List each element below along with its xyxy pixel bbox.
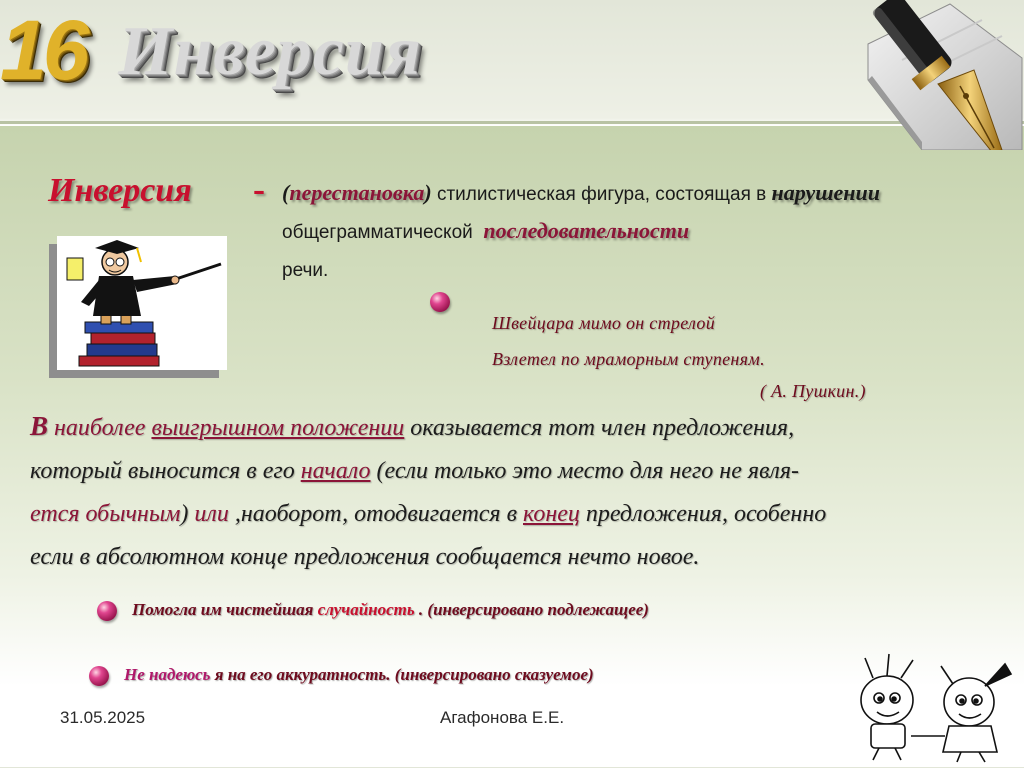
paragraph-part: или: [194, 501, 229, 527]
children-illustration: [845, 648, 1020, 763]
open-paren: (: [282, 180, 290, 205]
example-note: (инверсировано сказуемое): [394, 665, 594, 684]
definition-key-2: последовательности: [483, 218, 690, 243]
paragraph-part: если в абсолютном конце предложения сообщается нечто новое.: [30, 544, 700, 570]
definition-text-3: речи.: [282, 260, 329, 281]
definition-term: Инверсия: [48, 172, 192, 209]
paragraph-part: ется обычным: [30, 501, 181, 527]
example-note: . (инверсировано подлежащее): [418, 600, 649, 619]
paragraph-part: (если только это место для него не явля-: [376, 458, 800, 484]
paragraph-highlight-start: начало: [300, 458, 371, 484]
example-highlight: случайность: [317, 600, 415, 619]
translation-word: перестановка: [289, 180, 425, 205]
definition-dash: -: [253, 169, 265, 209]
poem-line-2: Взлетел по мраморным ступеням.: [492, 349, 765, 369]
paragraph-part: ): [180, 501, 189, 527]
paragraph-highlight-position: выигрышном положении: [151, 415, 405, 441]
example-subject: [132, 600, 649, 620]
slide-title: Инверсия: [118, 13, 422, 90]
paragraph-part: который выносится в его: [30, 458, 295, 484]
bullet-icon: [89, 666, 109, 686]
poem-author: ( А. Пушкин.): [760, 381, 866, 401]
paragraph-highlight-end: конец: [523, 501, 580, 527]
footer-date: 31.05.2025: [60, 708, 146, 727]
definition-text-2: общеграмматической: [282, 222, 473, 243]
teacher-illustration: [57, 236, 227, 370]
example-predicate: [124, 665, 594, 685]
example-text: Помогла им чистейшая: [132, 600, 314, 619]
explanation-paragraph: [30, 405, 1015, 579]
poem-line-1: Швейцара мимо он стрелой: [492, 313, 715, 333]
paragraph-initial: В: [30, 411, 49, 441]
footer-author: Агафонова Е.Е.: [440, 708, 565, 727]
slide-number: 16: [0, 3, 86, 97]
paragraph-part: наиболее: [54, 415, 146, 441]
bullet-icon: [430, 292, 450, 312]
definition-text: [282, 176, 1002, 290]
example-highlight: Не надеюсь: [124, 665, 211, 684]
example-text: я на его аккуратность.: [214, 665, 391, 684]
paragraph-part: ,наоборот, отодвигается в: [234, 501, 517, 527]
bullet-icon: [97, 601, 117, 621]
paragraph-part: предложения, особенно: [585, 501, 827, 527]
close-paren: ): [424, 180, 432, 205]
definition-text-1: стилистическая фигура, состоящая в: [436, 184, 767, 205]
definition-key-1: нарушении: [771, 180, 880, 205]
paragraph-part: оказывается тот член предложения,: [410, 415, 795, 441]
fountain-pen-icon: [862, 0, 1024, 150]
